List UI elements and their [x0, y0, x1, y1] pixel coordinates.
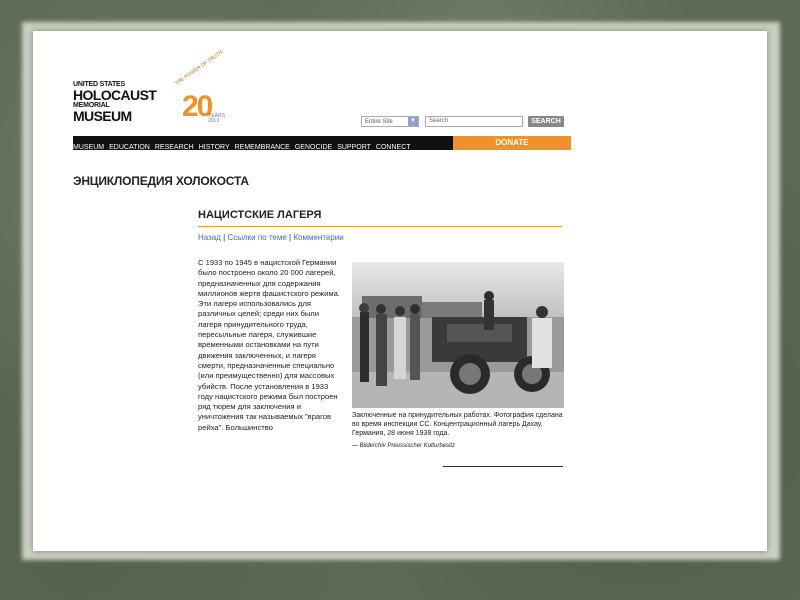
back-link[interactable]: Назад — [198, 233, 221, 242]
title-divider — [198, 226, 562, 227]
anniversary-years — [208, 114, 225, 124]
photo-credit: — Bilderchiv Preussischer Kulturbesitz — [352, 443, 456, 449]
photo-caption: Заключенные на принудительных работах. Фотография сделана во время инспекции СС. Концентрационный лагерь Дахау, Германия, 28 июня 1938 года. — [352, 412, 563, 437]
nav-item-history[interactable]: HISTORY — [198, 144, 230, 151]
anniversary-year: 2013 — [208, 118, 220, 124]
nav-item-remembrance[interactable]: REMEMBRANCE — [234, 144, 290, 151]
nav-item-museum[interactable]: MUSEUM — [73, 144, 105, 151]
nav-item-education[interactable]: EDUCATION — [109, 144, 150, 151]
photo-illustration — [352, 262, 564, 408]
chevron-down-icon[interactable]: ▼ — [408, 117, 418, 126]
historical-photo — [352, 262, 564, 408]
main-nav — [73, 136, 453, 150]
nav-item-genocide[interactable]: GENOCIDE — [294, 144, 333, 151]
logo-line-3: MEMORIAL — [73, 102, 110, 109]
search-scope-select[interactable] — [361, 116, 419, 127]
comments-link[interactable]: Комментарии — [293, 233, 344, 242]
anniversary-number: 20 — [182, 90, 212, 123]
nav-item-connect[interactable]: CONNECT — [375, 144, 411, 151]
logo-line-4: MUSEUM — [73, 108, 132, 124]
logo-line-2: HOLOCAUST — [73, 87, 157, 103]
anniversary-tagline: THE POWER OF TRUTH — [174, 49, 225, 87]
references-link[interactable]: Ссылки по теме — [227, 233, 287, 242]
nav-item-support[interactable]: SUPPORT — [337, 144, 371, 151]
logo-line-1: UNITED STATES — [73, 81, 125, 88]
nav-item-research[interactable]: RESEARCH — [154, 144, 194, 151]
museum-logo[interactable] — [73, 81, 163, 125]
article-links — [198, 233, 344, 242]
article-title: НАЦИСТСКИЕ ЛАГЕРЯ — [198, 209, 322, 221]
section-title: ЭНЦИКЛОПЕДИЯ ХОЛОКОСТА — [73, 174, 249, 188]
article-body: С 1933 по 1945 в нацистской Германии было построено около 20 000 лагерей, предназначенных для содержания миллионов жертв фашистского режима. Эти лагеря использовались для различных целей; среди них были лагеря принудительного труда, пересыльные лагеря, служившие временными остановками на пути движения заключенных, и лагеря смерти, предназначенные специально (или преимущественно) для массовых убийств. После установления в 1933 году нацистского режима был построен ряд тюрем для заключения и уничтожения так называемых "врагов рейха". Большинство — [198, 258, 340, 432]
links-separator: | — [220, 233, 228, 242]
bottom-divider — [443, 466, 563, 467]
links-separator: | — [286, 233, 294, 242]
anniversary-logo — [172, 49, 230, 132]
search-input[interactable]: Search — [425, 116, 523, 127]
anniversary-years-label: YEARS — [208, 113, 225, 119]
search-button[interactable]: SEARCH — [528, 116, 564, 127]
search-scope-value: Entire Site — [365, 119, 393, 125]
donate-button[interactable]: DONATE — [453, 136, 571, 150]
